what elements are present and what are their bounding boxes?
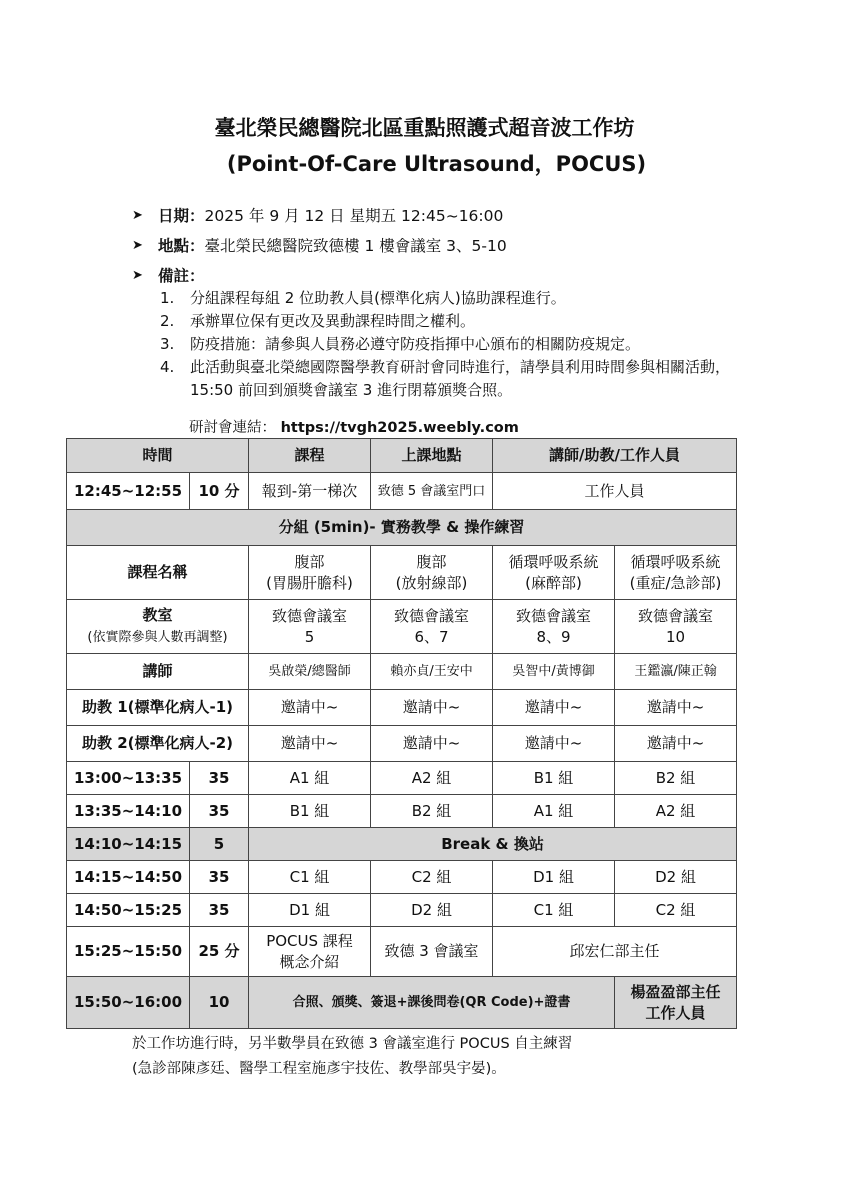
notes-label: 備註： xyxy=(158,267,205,285)
note-item xyxy=(160,310,740,333)
time-cell: 15:25~15:50 xyxy=(67,927,190,977)
time-cell: 13:00~13:35 xyxy=(67,762,190,795)
room-cell: 致德會議室 5 xyxy=(249,600,371,654)
note-number: 2. xyxy=(160,312,175,330)
lecturer-cell: 賴亦貞/王安中 xyxy=(371,654,493,690)
table-row xyxy=(67,473,737,510)
conference-link[interactable]: https://tvgh2025.weebly.com xyxy=(280,420,519,436)
duration-cell: 10 xyxy=(190,977,249,1029)
note-text: 分組課程每組 2 位助教人員(標準化病人)協助課程進行。 xyxy=(190,289,566,307)
note-number: 1. xyxy=(160,289,175,307)
group-cell: D1 組 xyxy=(493,861,615,894)
arrow-bullet-icon: ➤ xyxy=(132,207,143,223)
table-row xyxy=(67,828,737,861)
link-label: 研討會連結： xyxy=(189,420,276,436)
time-cell: 14:15~14:50 xyxy=(67,861,190,894)
ta-cell: 邀請中~ xyxy=(615,690,737,726)
ta-cell: 邀請中~ xyxy=(249,726,371,762)
note-text: 承辦單位保有更改及異動課程時間之權利。 xyxy=(190,312,476,330)
group-cell: A1 組 xyxy=(249,762,371,795)
ta-cell: 邀請中~ xyxy=(493,726,615,762)
group-cell: D2 組 xyxy=(615,861,737,894)
group-cell: A2 組 xyxy=(371,762,493,795)
header-course: 課程 xyxy=(249,439,371,473)
place-cell: 致德 5 會議室門口 xyxy=(371,473,493,510)
note-item xyxy=(160,356,740,402)
ta1-label: 助教 1(標準化病人-1) xyxy=(67,690,249,726)
room-label: 教室 (依實際參與人數再調整) xyxy=(67,600,249,654)
conference-link-line xyxy=(189,416,519,437)
ta-cell: 邀請中~ xyxy=(615,726,737,762)
group-cell: D1 組 xyxy=(249,894,371,927)
ta-cell: 邀請中~ xyxy=(371,726,493,762)
duration-cell: 5 xyxy=(190,828,249,861)
footer-line: (急診部陳彥廷、醫學工程室施彥宇技佐、教學部吳宇晏)。 xyxy=(132,1061,506,1077)
footer-note xyxy=(132,1032,572,1082)
group-cell: D2 組 xyxy=(371,894,493,927)
notes-list xyxy=(160,287,740,402)
note-item xyxy=(160,333,740,356)
header-place: 上課地點 xyxy=(371,439,493,473)
table-row xyxy=(67,690,737,726)
date-item xyxy=(132,200,507,230)
table-row xyxy=(67,927,737,977)
course-cell: 腹部 (放射線部) xyxy=(371,546,493,600)
note-number: 3. xyxy=(160,335,175,353)
table-row xyxy=(67,861,737,894)
header-time: 時間 xyxy=(67,439,249,473)
course-cell: POCUS 課程 概念介紹 xyxy=(249,927,371,977)
table-row xyxy=(67,894,737,927)
lecturer-cell: 王鑑瀛/陳正翰 xyxy=(615,654,737,690)
table-row xyxy=(67,795,737,828)
duration-cell: 35 xyxy=(190,861,249,894)
duration-cell: 35 xyxy=(190,762,249,795)
time-cell: 14:50~15:25 xyxy=(67,894,190,927)
note-number: 4. xyxy=(160,358,175,376)
schedule-table xyxy=(66,438,737,1029)
table-row xyxy=(67,726,737,762)
group-cell: C2 組 xyxy=(615,894,737,927)
ta-cell: 邀請中~ xyxy=(493,690,615,726)
time-cell: 13:35~14:10 xyxy=(67,795,190,828)
notes-item xyxy=(132,260,507,290)
course-cell: 循環呼吸系統 (麻醉部) xyxy=(493,546,615,600)
info-list xyxy=(132,200,507,290)
page-title: 臺北榮民總醫院北區重點照護式超音波工作坊 xyxy=(214,116,635,140)
lecturer-cell: 吳啟榮/總醫師 xyxy=(249,654,371,690)
place-value: 臺北榮民總醫院致德樓 1 樓會議室 3、5-10 xyxy=(204,237,507,255)
table-row xyxy=(67,600,737,654)
group-cell: C1 組 xyxy=(493,894,615,927)
time-cell: 14:10~14:15 xyxy=(67,828,190,861)
ta-cell: 邀請中~ xyxy=(371,690,493,726)
note-item xyxy=(160,287,740,310)
staff-cell: 工作人員 xyxy=(493,473,737,510)
duration-cell: 10 分 xyxy=(190,473,249,510)
group-header: 分組 (5min)- 實務教學 & 操作練習 xyxy=(67,510,737,546)
header-staff: 講師/助教/工作人員 xyxy=(493,439,737,473)
table-header-row xyxy=(67,439,737,473)
time-cell: 15:50~16:00 xyxy=(67,977,190,1029)
ta-cell: 邀請中~ xyxy=(249,690,371,726)
room-cell: 致德會議室 8、9 xyxy=(493,600,615,654)
note-text: 防疫措施：請參與人員務必遵守防疫指揮中心頒布的相關防疫規定。 xyxy=(190,335,641,353)
arrow-bullet-icon: ➤ xyxy=(132,267,143,283)
page-subtitle: (Point-Of-Care Ultrasound，POCUS) xyxy=(226,152,647,176)
footer-line: 於工作坊進行時，另半數學員在致德 3 會議室進行 POCUS 自主練習 xyxy=(132,1036,573,1052)
place-cell: 致德 3 會議室 xyxy=(371,927,493,977)
date-value: 2025 年 9 月 12 日 星期五 12:45~16:00 xyxy=(204,207,504,225)
duration-cell: 35 xyxy=(190,795,249,828)
arrow-bullet-icon: ➤ xyxy=(132,237,143,253)
place-label: 地點： xyxy=(158,237,205,255)
group-cell: B2 組 xyxy=(371,795,493,828)
lecturer-cell: 吳智中/黃博御 xyxy=(493,654,615,690)
ta2-label: 助教 2(標準化病人-2) xyxy=(67,726,249,762)
course-cell: 腹部 (胃腸肝膽科) xyxy=(249,546,371,600)
course-name-label: 課程名稱 xyxy=(67,546,249,600)
table-row xyxy=(67,546,737,600)
course-cell: 循環呼吸系統 (重症/急診部) xyxy=(615,546,737,600)
group-cell: A1 組 xyxy=(493,795,615,828)
date-label: 日期： xyxy=(158,207,205,225)
room-cell: 致德會議室 6、7 xyxy=(371,600,493,654)
duration-cell: 25 分 xyxy=(190,927,249,977)
place-item xyxy=(132,230,507,260)
duration-cell: 35 xyxy=(190,894,249,927)
time-cell: 12:45~12:55 xyxy=(67,473,190,510)
break-cell: Break & 換站 xyxy=(249,828,737,861)
staff-cell: 楊盈盈部主任 工作人員 xyxy=(615,977,737,1029)
closing-cell: 合照、頒獎、簽退+課後問卷(QR Code)+證書 xyxy=(249,977,615,1029)
table-row xyxy=(67,762,737,795)
table-row xyxy=(67,977,737,1029)
group-cell: B1 組 xyxy=(249,795,371,828)
group-cell: B2 組 xyxy=(615,762,737,795)
note-text: 此活動與臺北榮總國際醫學教育研討會同時進行，請學員利用時間參與相關活動，15:50 前回到頒獎會議室 3 進行閉幕頒獎合照。 xyxy=(190,358,731,399)
group-cell: A2 組 xyxy=(615,795,737,828)
course-cell: 報到-第一梯次 xyxy=(249,473,371,510)
group-cell: C1 組 xyxy=(249,861,371,894)
staff-cell: 邱宏仁部主任 xyxy=(493,927,737,977)
table-row xyxy=(67,510,737,546)
room-cell: 致德會議室 10 xyxy=(615,600,737,654)
group-cell: C2 組 xyxy=(371,861,493,894)
lecturer-label: 講師 xyxy=(67,654,249,690)
table-row xyxy=(67,654,737,690)
group-cell: B1 組 xyxy=(493,762,615,795)
